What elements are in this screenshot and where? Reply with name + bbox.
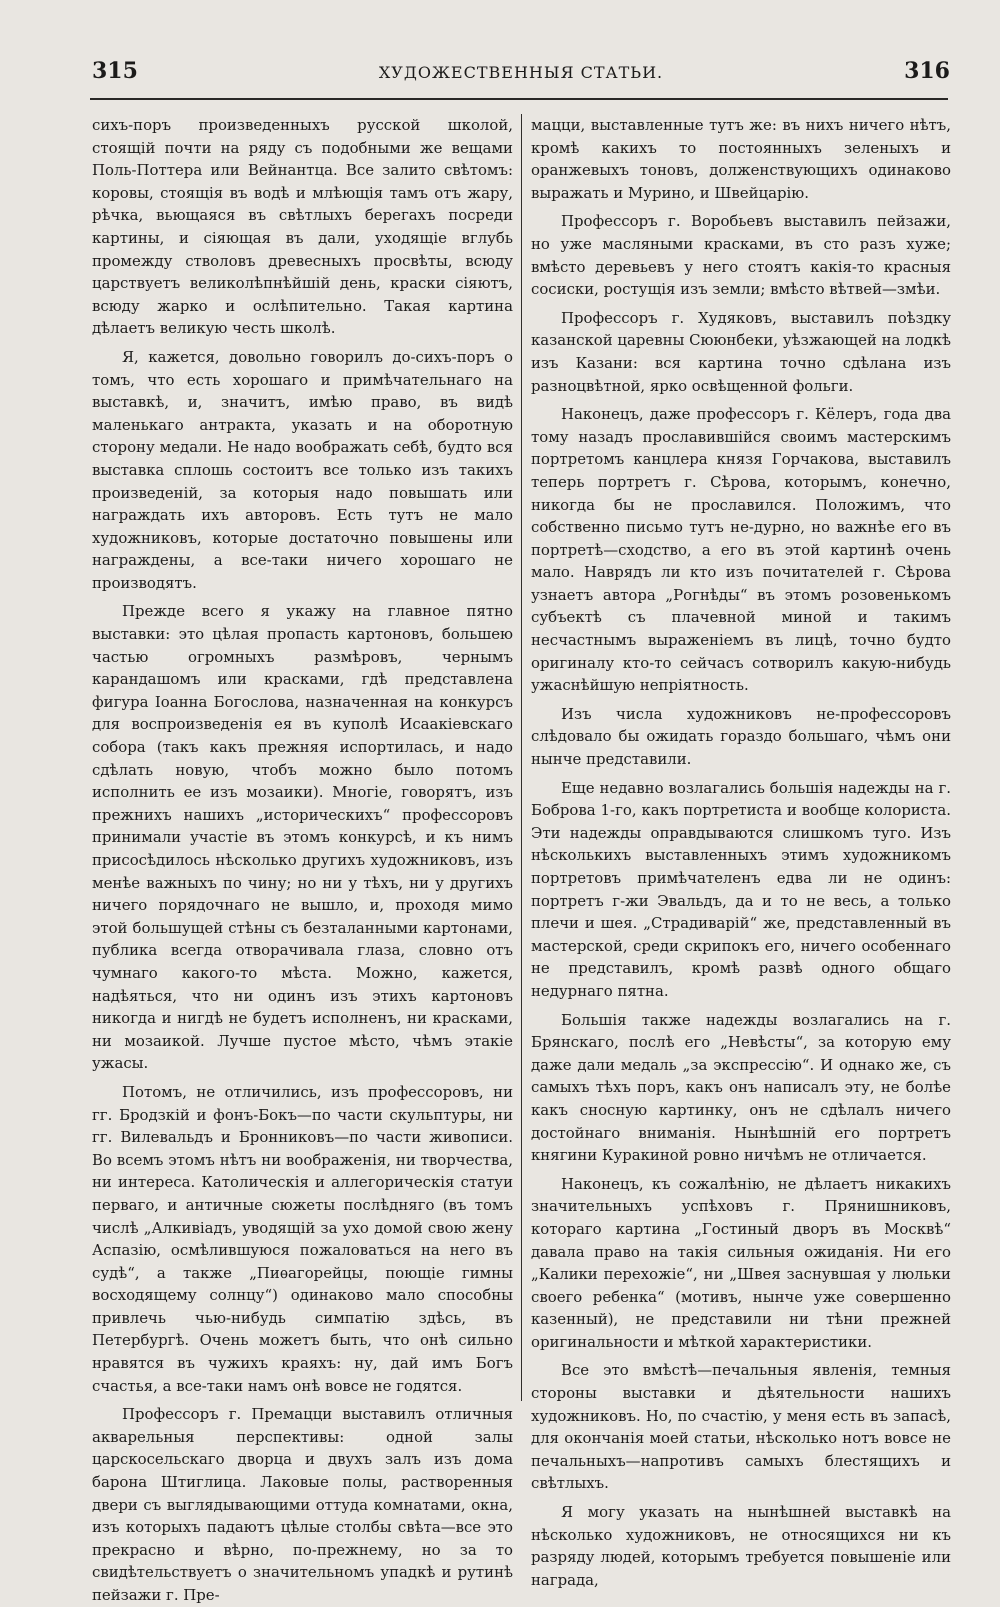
paragraph: Изъ числа художниковъ не-профессоровъ слѣдовало бы ожидать гораздо большаго, чѣмъ они нынче представили. bbox=[531, 704, 951, 769]
column-divider bbox=[521, 114, 522, 1401]
page-number-left: 315 bbox=[92, 58, 138, 84]
page-number-right: 316 bbox=[904, 58, 950, 84]
paragraph: Наконецъ, даже профессоръ г. Кёлеръ, года два тому назадъ прославившійся своимъ мастерскимъ портретомъ канцлера князя Горчакова, выставилъ теперь портретъ г. Сѣрова, которымъ, конечно, никогда бы не прославился. Положимъ, что собственно письмо тутъ не-дурно, но важнѣе его въ портретѣ—сходство, а его въ этой картинѣ очень мало. Наврядъ ли кто изъ почитателей г. Сѣрова узнаетъ автора „Рогнѣды“ въ этомъ розовенькомъ субъектѣ съ плачевной миной и такимъ несчастнымъ выраженіемъ въ лицѣ, точно будто оригиналу кто-то сейчасъ сотворилъ какую-нибудь ужаснѣйшую непріятность. bbox=[531, 405, 951, 695]
paragraph: сихъ-поръ произведенныхъ русской школой, стоящій почти на ряду съ подобными же вещами Поль-Поттера или Вейнантца. Все залито свѣтомъ: коровы, стоящія въ водѣ и млѣющія тамъ отъ жару, рѣчка, вьющаяся въ свѣтлыхъ берегахъ посреди картины, и сіяющая въ дали, уходящіе вглубь промежду стволовъ древесныхъ просвѣты, всюду царствуетъ великолѣпнѣйшій день, краски сіяютъ, всюду жарко и ослѣпительно. Такая картина дѣлаетъ великую честь школѣ. bbox=[92, 116, 513, 338]
paragraph: Я могу указать на нынѣшней выставкѣ на нѣсколько художниковъ, не относящихся ни къ разряду людей, которымъ требуется повышеніе или награда, bbox=[531, 1503, 951, 1589]
paragraph: Все это вмѣстѣ—печальныя явленія, темныя стороны выставки и дѣятельности нашихъ художниковъ. Но, по счастію, у меня есть въ запасѣ, для окончанія моей статьи, нѣсколько нотъ вовсе не печальныхъ—напротивъ самыхъ блестящихъ и свѣтлыхъ. bbox=[531, 1361, 951, 1493]
paragraph: Наконецъ, къ сожалѣнію, не дѣлаетъ никакихъ значительныхъ успѣховъ г. Прянишниковъ, котораго картина „Гостиный дворъ въ Москвѣ“ давала право на такія сильныя ожиданія. Ни его „Калики перехожіе“, ни „Швея заснувшая у люльки своего ребенка“ (мотивъ, нынче уже совершенно казенный), не представили ни тѣни прежней оригинальности и мѣткой характеристики. bbox=[531, 1174, 951, 1351]
page-header bbox=[92, 58, 950, 92]
paragraph: Прежде всего я укажу на главное пятно выставки: это цѣлая пропасть картоновъ, большею частью огромныхъ размѣровъ, чернымъ карандашомъ или красками, гдѣ представлена фигура Іоанна Богослова, назначенная на конкурсъ для воспроизведенія ея въ куполѣ Исаакіевскаго собора (такъ какъ прежняя испортилась, и надо сдѣлать новую, чтобъ можно было потомъ исполнить ее изъ мозаики). Многіе, говорятъ, изъ прежнихъ нашихъ „историческихъ“ профессоровъ принимали участіе въ этомъ конкурсѣ, и къ нимъ присосѣдилось нѣсколько другихъ художниковъ, изъ менѣе важныхъ по чину; но ни у тѣхъ, ни у другихъ ничего порядочнаго не вышло, и, проходя мимо этой большущей стѣны съ безталанными картонами, публика всегда отворачивала глаза, словно отъ чумнаго какого-то мѣста. Можно, кажется, надѣяться, что ни одинъ изъ этихъ картоновъ никогда и нигдѣ не будетъ исполненъ, ни красками, ни мозаикой. Лучше пустое мѣсто, чѣмъ этакіе ужасы. bbox=[92, 602, 513, 1073]
paragraph: мацци, выставленные тутъ же: въ нихъ ничего нѣтъ, кромѣ какихъ то постоянныхъ зеленыхъ и оранжевыхъ тоновъ, долженствующихъ одинаково выражать и Мурино, и Швейцарію. bbox=[531, 116, 951, 202]
paragraph: Потомъ, не отличились, изъ профессоровъ, ни гг. Бродзкій и фонъ-Бокъ—по части скульптуры, ни гг. Вилевальдъ и Бронниковъ—по части живописи. Во всемъ этомъ нѣтъ ни воображенія, ни творчества, ни интереса. Католическія и аллегорическія статуи перваго, и античные сюжеты послѣдняго (въ томъ числѣ „Алкивіадъ, уводящій за ухо домой свою жену Аспазію, осмѣлившуюся пожаловаться на него въ судѣ“, а также „Пиѳагорейцы, поющіе гимны восходящему солнцу“) одинаково мало способны привлечь чью-нибудь симпатію здѣсь, въ Петербургѣ. Очень можетъ быть, что онѣ сильно нравятся въ чужихъ краяхъ: ну, дай имъ Богъ счастья, а все-таки намъ онѣ вовсе не годятся. bbox=[92, 1082, 513, 1395]
paragraph: Профессоръ г. Воробьевъ выставилъ пейзажи, но уже масляными красками, въ сто разъ хуже; вмѣсто деревьевъ у него стоятъ какія-то красныя сосиски, ростущія изъ земли; вмѣсто вѣтвей—змѣи. bbox=[531, 212, 951, 299]
header-rule bbox=[90, 98, 948, 100]
running-title: ХУДОЖЕСТВЕННЫЯ СТАТЬИ. bbox=[378, 63, 664, 82]
left-column bbox=[92, 114, 513, 1604]
right-column bbox=[531, 114, 951, 1589]
paragraph: Профессоръ г. Премацци выставилъ отличныя акварельныя перспективы: одной залы царскосельскаго дворца и двухъ залъ изъ дома барона Штиглица. Лаковые полы, растворенныя двери съ выглядывающими оттуда комнатами, окна, изъ которыхъ падаютъ цѣлые столбы свѣта—все это прекрасно и вѣрно, по-прежнему, но за то свидѣтельствуетъ о значительномъ упадкѣ и рутинѣ пейзажи г. Пре- bbox=[92, 1405, 513, 1604]
paragraph: Еще недавно возлагались большія надежды на г. Боброва 1-го, какъ портретиста и вообще колориста. Эти надежды оправдываются слишкомъ туго. Изъ нѣсколькихъ выставленныхъ этимъ художникомъ портретовъ примѣчателенъ едва ли не одинъ: портретъ г-жи Эвальдъ, да и то не весь, а только плечи и шея. „Страдиварій“ же, представленный въ мастерской, среди скрипокъ его, ничего особеннаго не представилъ, кромѣ развѣ одного общаго недурнаго пятна. bbox=[531, 778, 951, 1000]
paragraph: Профессоръ г. Худяковъ, выставилъ поѣздку казанской царевны Сююнбеки, уѣзжающей на лодкѣ изъ Казани: вся картина точно сдѣлана изъ разноцвѣтной, ярко освѣщенной фольги. bbox=[531, 308, 951, 395]
paragraph: Большія также надежды возлагались на г. Брянскаго, послѣ его „Невѣсты“, за которую ему даже дали медаль „за экспрессію“. И однако же, съ самыхъ тѣхъ поръ, какъ онъ написалъ эту, не болѣе какъ сносную картинку, онъ не сдѣлалъ ничего достойнаго вниманія. Нынѣшній его портретъ княгини Куракиной ровно ничѣмъ не отличается. bbox=[531, 1010, 951, 1165]
paragraph: Я, кажется, довольно говорилъ до-сихъ-поръ о томъ, что есть хорошаго и примѣчательнаго на выставкѣ, и, значитъ, имѣю право, въ видѣ маленькаго антракта, указать и на оборотную сторону медали. Не надо воображать себѣ, будто вся выставка сплошь состоитъ все только изъ такихъ произведеній, за которыя надо повышать или награждать ихъ авторовъ. Есть тутъ не мало художниковъ, которые достаточно повышены или награждены, а все-таки ничего хорошаго не производятъ. bbox=[92, 347, 513, 592]
